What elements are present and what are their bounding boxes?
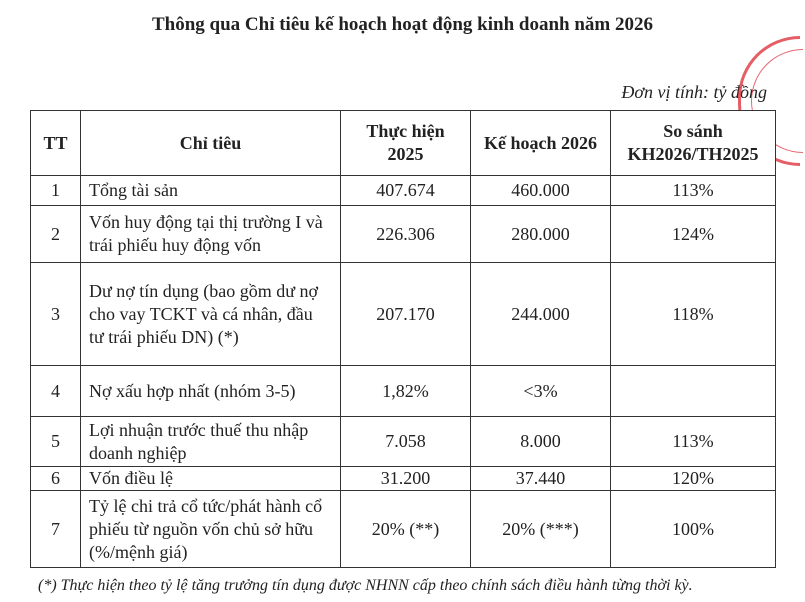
table-row	[31, 263, 776, 366]
footnote: (*) Thực hiện theo tỷ lệ tăng trưởng tín dụng được NHNN cấp theo chính sách điều hành từng thời kỳ.	[38, 577, 693, 594]
table-row	[31, 467, 776, 491]
business-plan-table	[30, 110, 776, 568]
table-row	[31, 491, 776, 568]
page-title: Thông qua Chỉ tiêu kế hoạch hoạt động kinh doanh năm 2026	[151, 14, 654, 35]
cell-chi-tieu: Vốn huy động tại thị trường I và trái phiếu huy động vốn	[81, 206, 341, 263]
cell-so-sanh: 113%	[611, 176, 776, 206]
cell-ke-hoach: 280.000	[471, 206, 611, 263]
cell-thuc-hien: 407.674	[341, 176, 471, 206]
cell-tt: 3	[31, 263, 81, 366]
header-chi-tieu: Chỉ tiêu	[81, 111, 341, 176]
cell-so-sanh: 124%	[611, 206, 776, 263]
cell-thuc-hien: 207.170	[341, 263, 471, 366]
cell-so-sanh: 120%	[611, 467, 776, 491]
table-row	[31, 417, 776, 467]
cell-tt: 4	[31, 366, 81, 417]
header-thuc-hien: Thực hiện 2025	[341, 111, 471, 176]
cell-chi-tieu: Lợi nhuận trước thuế thu nhập doanh nghiệp	[81, 417, 341, 467]
header-so-sanh: So sánh KH2026/TH2025	[611, 111, 776, 176]
cell-ke-hoach: 8.000	[471, 417, 611, 467]
cell-chi-tieu: Vốn điều lệ	[81, 467, 341, 491]
cell-tt: 6	[31, 467, 81, 491]
cell-thuc-hien: 226.306	[341, 206, 471, 263]
cell-tt: 1	[31, 176, 81, 206]
cell-chi-tieu: Tổng tài sản	[81, 176, 341, 206]
cell-thuc-hien: 31.200	[341, 467, 471, 491]
cell-thuc-hien: 20% (**)	[341, 491, 471, 568]
cell-thuc-hien: 7.058	[341, 417, 471, 467]
cell-chi-tieu: Tỷ lệ chi trả cổ tức/phát hành cổ phiếu từ nguồn vốn chủ sở hữu (%/mệnh giá)	[81, 491, 341, 568]
cell-chi-tieu: Nợ xấu hợp nhất (nhóm 3-5)	[81, 366, 341, 417]
cell-thuc-hien: 1,82%	[341, 366, 471, 417]
header-ke-hoach: Kế hoạch 2026	[471, 111, 611, 176]
cell-ke-hoach: 244.000	[471, 263, 611, 366]
cell-so-sanh: 100%	[611, 491, 776, 568]
cell-ke-hoach: 20% (***)	[471, 491, 611, 568]
cell-tt: 2	[31, 206, 81, 263]
cell-ke-hoach: <3%	[471, 366, 611, 417]
cell-chi-tieu: Dư nợ tín dụng (bao gồm dư nợ cho vay TCKT và cá nhân, đầu tư trái phiếu DN) (*)	[81, 263, 341, 366]
cell-tt: 5	[31, 417, 81, 467]
table-row	[31, 366, 776, 417]
table-row	[31, 176, 776, 206]
cell-ke-hoach: 460.000	[471, 176, 611, 206]
cell-so-sanh: 113%	[611, 417, 776, 467]
header-tt: TT	[31, 111, 81, 176]
cell-ke-hoach: 37.440	[471, 467, 611, 491]
unit-label: Đơn vị tính: tỷ đồng	[621, 82, 767, 102]
table-header-row	[31, 111, 776, 176]
cell-tt: 7	[31, 491, 81, 568]
cell-so-sanh	[611, 366, 776, 417]
cell-so-sanh: 118%	[611, 263, 776, 366]
table-row	[31, 206, 776, 263]
